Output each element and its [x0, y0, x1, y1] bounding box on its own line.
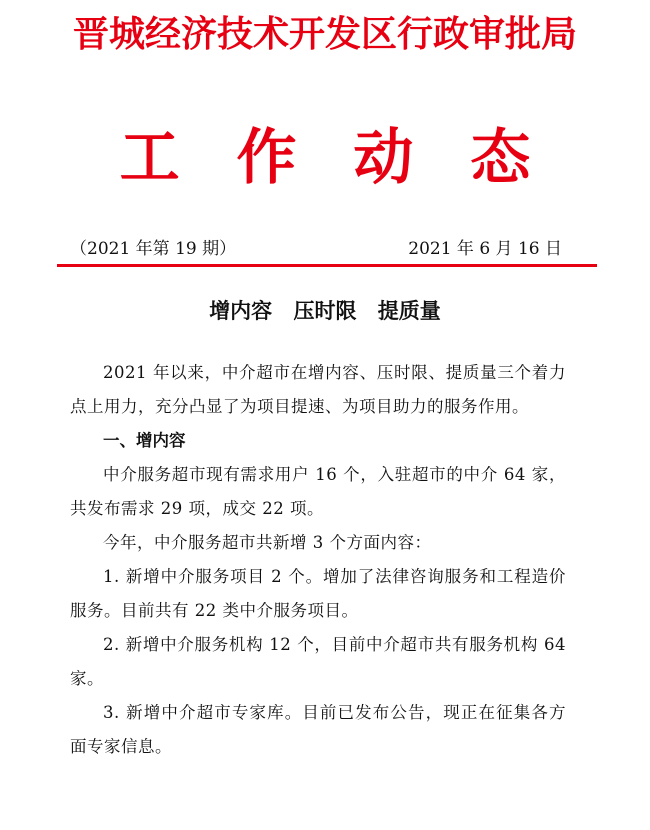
body-paragraph: 今年，中介服务超市共新增 3 个方面内容：: [103, 533, 432, 552]
red-divider: [57, 264, 597, 267]
body-paragraph: 中介服务超市现有需求用户 16 个，入驻超市的中介 64 家，共发布需求 29 项，成交 22 项。: [70, 465, 566, 518]
body-paragraph: 1. 新增中介服务项目 2 个。增加了法律咨询服务和工程造价服务。目前共有 22 类中介服务项目。: [70, 567, 566, 620]
body-paragraph: 3. 新增中介超市专家库。目前已发布公告，现正在征集各方面专家信息。: [70, 703, 566, 756]
intro-paragraph: 2021 年以来，中介超市在增内容、压时限、提质量三个着力点上用力，充分凸显了为项目提速、为项目助力的服务作用。: [70, 363, 566, 416]
section-heading: 一、增内容: [103, 431, 186, 450]
body-paragraph: 2. 新增中介服务机构 12 个，目前中介超市共有服务机构 64 家。: [70, 635, 566, 688]
issue-date: 2021 年 6 月 16 日: [408, 239, 562, 259]
article-body: [70, 356, 566, 764]
issue-number: （2021 年第 19 期）: [70, 239, 237, 259]
issuer-name: 晋城经济技术开发区行政审批局: [72, 13, 577, 55]
bulletin-title: 工 作 动 态: [119, 123, 549, 193]
article-subject: 增内容 压时限 提质量: [209, 299, 441, 323]
